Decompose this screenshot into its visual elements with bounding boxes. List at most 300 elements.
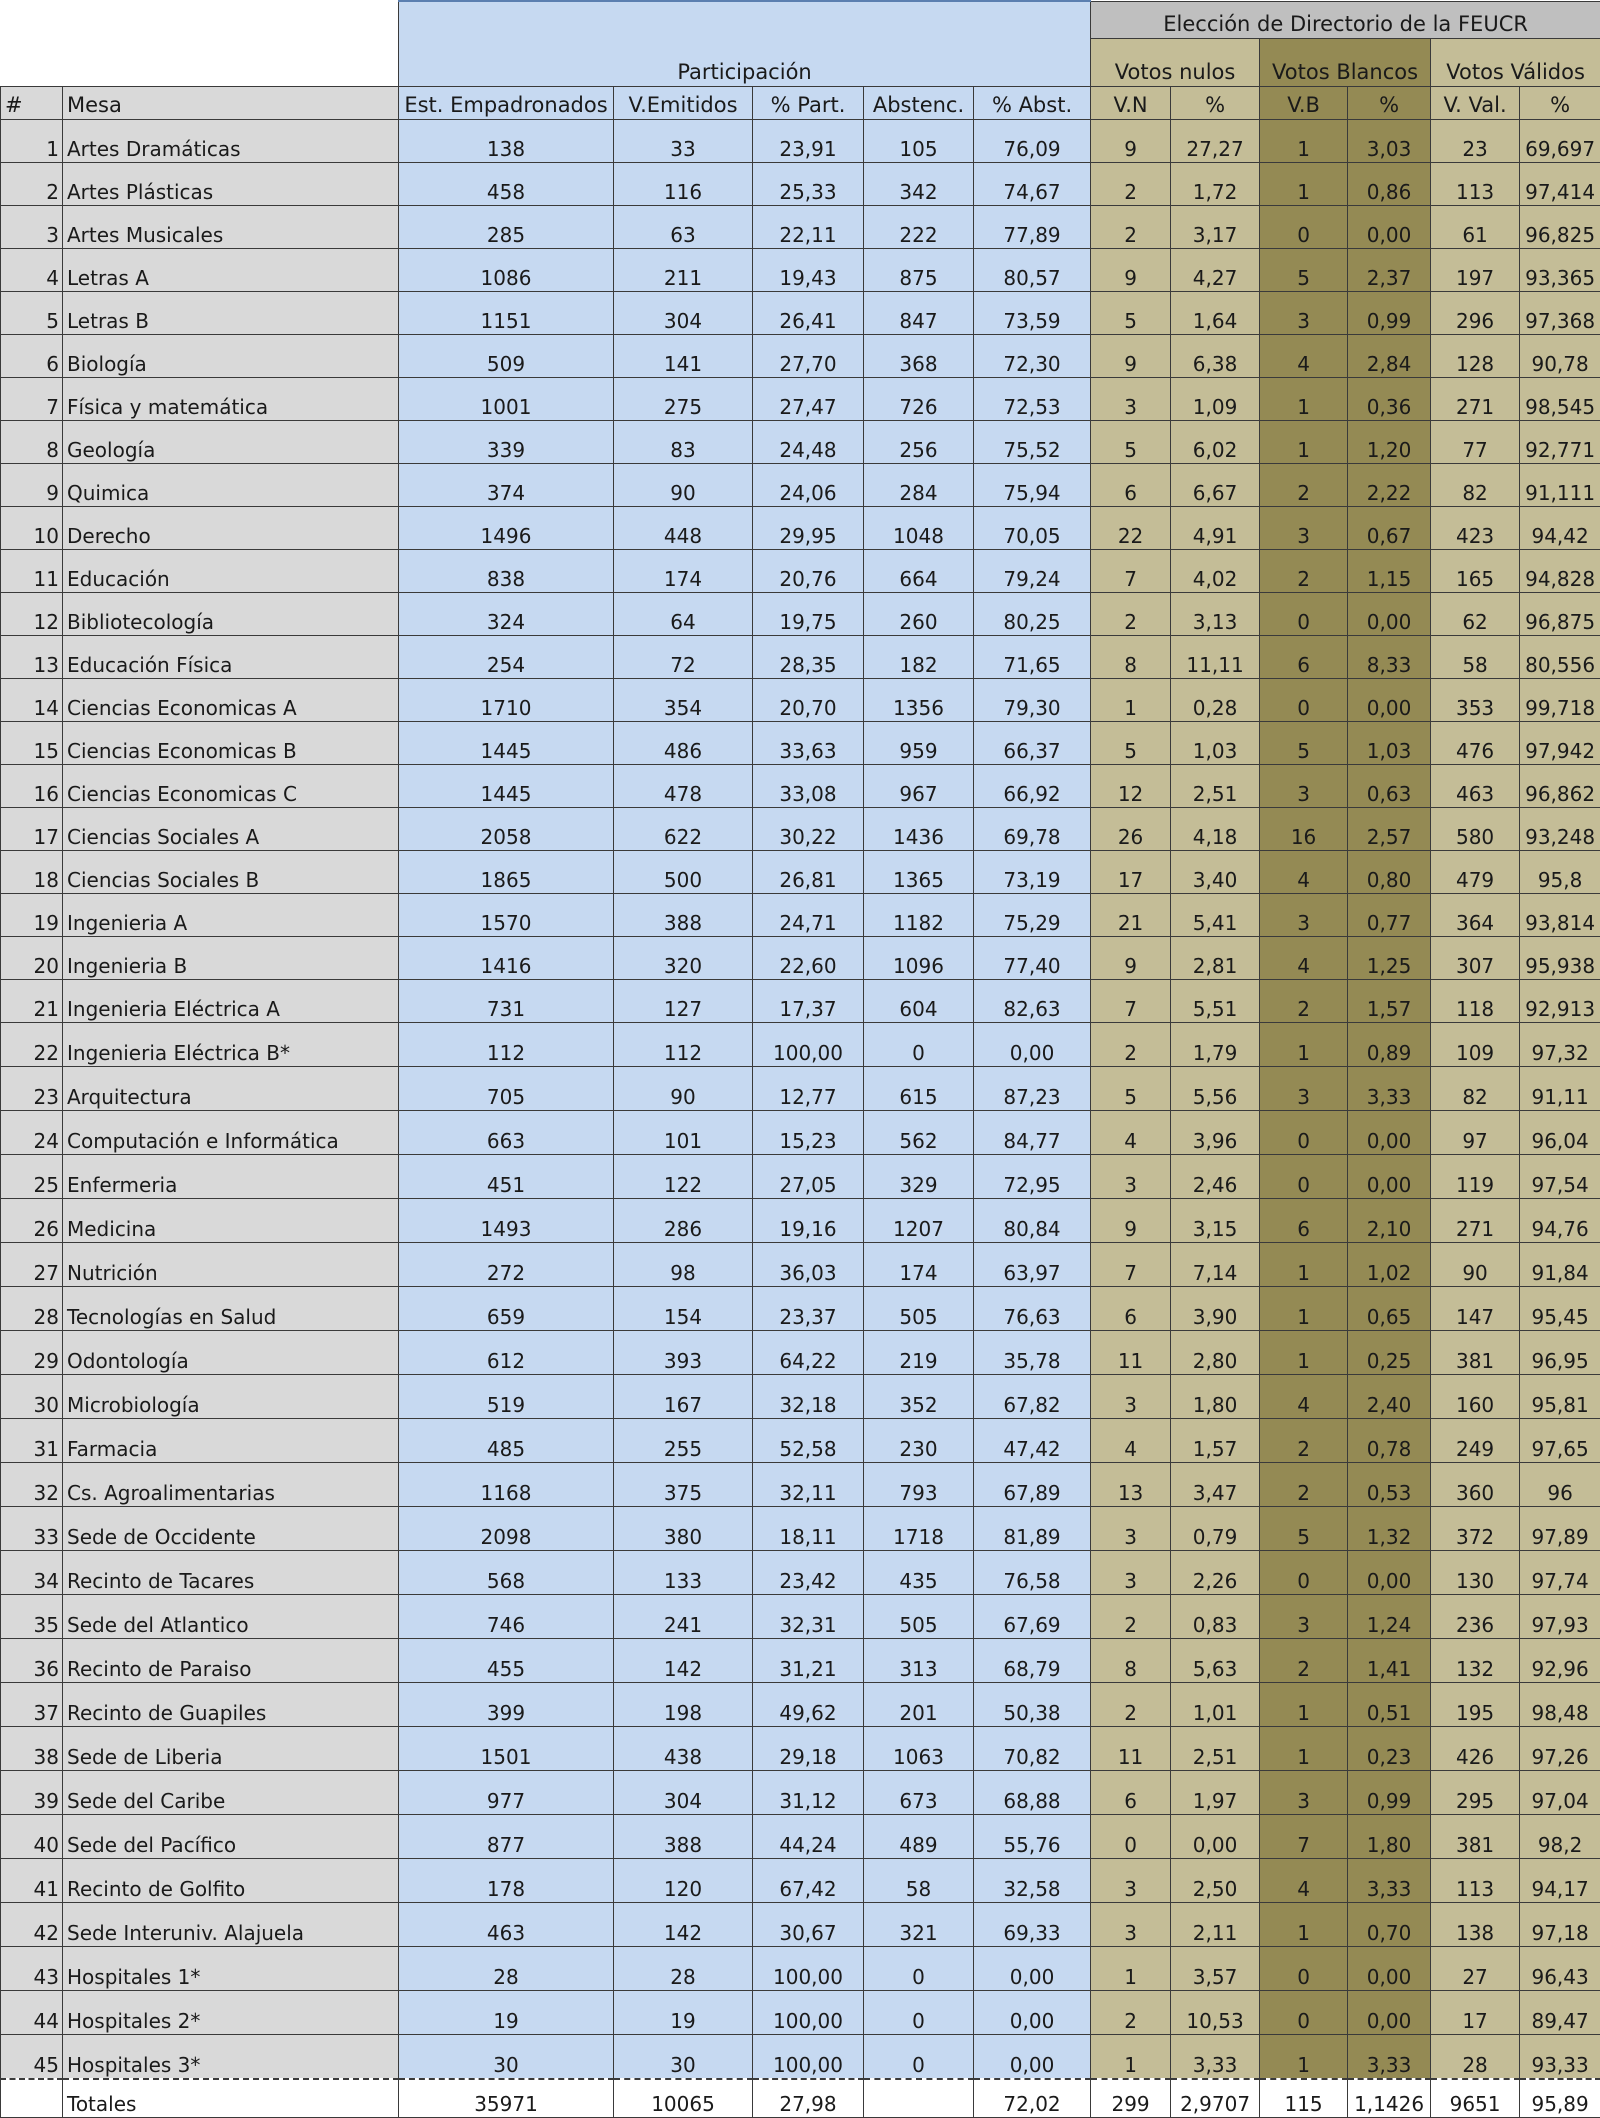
row-number-cell[interactable]: 36 <box>1 1638 63 1682</box>
mesa-name-cell[interactable]: Sede Interuniv. Alajuela <box>63 1902 399 1946</box>
abstencion-cell[interactable]: 260 <box>864 592 974 635</box>
abstencion-pct-cell[interactable]: 87,23 <box>974 1066 1091 1110</box>
blancos-cell[interactable]: 7 <box>1260 1814 1348 1858</box>
emitidos-cell[interactable]: 133 <box>614 1550 753 1594</box>
nulos-cell[interactable]: 13 <box>1091 1462 1171 1506</box>
blancos-cell[interactable]: 1 <box>1260 1902 1348 1946</box>
validos-cell[interactable]: 27 <box>1431 1946 1520 1990</box>
nulos-pct-cell[interactable]: 6,38 <box>1171 334 1260 377</box>
row-number-cell[interactable]: 6 <box>1 334 63 377</box>
row-number-cell[interactable]: 41 <box>1 1858 63 1902</box>
nulos-cell[interactable]: 8 <box>1091 1638 1171 1682</box>
nulos-pct-cell[interactable]: 1,80 <box>1171 1374 1260 1418</box>
participacion-pct-cell[interactable]: 20,70 <box>753 678 864 721</box>
mesa-name-cell[interactable]: Artes Musicales <box>63 205 399 248</box>
blancos-pct-cell[interactable]: 0,36 <box>1348 377 1431 420</box>
nulos-pct-cell[interactable]: 2,80 <box>1171 1330 1260 1374</box>
mesa-name-cell[interactable]: Artes Plásticas <box>63 162 399 205</box>
empadronados-cell[interactable]: 1001 <box>399 377 614 420</box>
mesa-name-cell[interactable]: Ingenieria A <box>63 893 399 936</box>
participacion-pct-cell[interactable]: 27,05 <box>753 1154 864 1198</box>
nulos-cell[interactable]: 1 <box>1091 2034 1171 2079</box>
nulos-pct-cell[interactable]: 1,09 <box>1171 377 1260 420</box>
participacion-pct-cell[interactable]: 20,76 <box>753 549 864 592</box>
empadronados-cell[interactable]: 1416 <box>399 936 614 979</box>
validos-pct-cell[interactable]: 91,11 <box>1520 1066 1600 1110</box>
abstencion-pct-cell[interactable]: 84,77 <box>974 1110 1091 1154</box>
nulos-pct-cell[interactable]: 3,47 <box>1171 1462 1260 1506</box>
abstencion-cell[interactable]: 1207 <box>864 1198 974 1242</box>
empadronados-cell[interactable]: 458 <box>399 162 614 205</box>
validos-cell[interactable]: 82 <box>1431 1066 1520 1110</box>
validos-cell[interactable]: 296 <box>1431 291 1520 334</box>
nulos-cell[interactable]: 5 <box>1091 721 1171 764</box>
nulos-pct-cell[interactable]: 1,03 <box>1171 721 1260 764</box>
blancos-cell[interactable]: 3 <box>1260 506 1348 549</box>
validos-pct-cell[interactable]: 96,875 <box>1520 592 1600 635</box>
totals-abstencion-cell[interactable] <box>864 2079 974 2118</box>
validos-cell[interactable]: 90 <box>1431 1242 1520 1286</box>
blancos-pct-cell[interactable]: 1,57 <box>1348 979 1431 1022</box>
abstencion-pct-cell[interactable]: 76,63 <box>974 1286 1091 1330</box>
validos-cell[interactable]: 360 <box>1431 1462 1520 1506</box>
nulos-cell[interactable]: 7 <box>1091 979 1171 1022</box>
abstencion-pct-cell[interactable]: 76,58 <box>974 1550 1091 1594</box>
abstencion-cell[interactable]: 847 <box>864 291 974 334</box>
row-number-cell[interactable]: 39 <box>1 1770 63 1814</box>
blancos-cell[interactable]: 5 <box>1260 721 1348 764</box>
validos-pct-cell[interactable]: 97,942 <box>1520 721 1600 764</box>
empadronados-cell[interactable]: 485 <box>399 1418 614 1462</box>
empadronados-cell[interactable]: 568 <box>399 1550 614 1594</box>
validos-pct-cell[interactable]: 69,697 <box>1520 119 1600 162</box>
abstencion-cell[interactable]: 604 <box>864 979 974 1022</box>
nulos-cell[interactable]: 3 <box>1091 1506 1171 1550</box>
totals-participacion-pct-cell[interactable]: 27,98 <box>753 2079 864 2118</box>
validos-cell[interactable]: 147 <box>1431 1286 1520 1330</box>
validos-pct-cell[interactable]: 98,48 <box>1520 1682 1600 1726</box>
emitidos-cell[interactable]: 275 <box>614 377 753 420</box>
empadronados-cell[interactable]: 28 <box>399 1946 614 1990</box>
abstencion-cell[interactable]: 875 <box>864 248 974 291</box>
row-number-cell[interactable]: 4 <box>1 248 63 291</box>
blancos-pct-cell[interactable]: 0,00 <box>1348 1550 1431 1594</box>
nulos-pct-cell[interactable]: 5,56 <box>1171 1066 1260 1110</box>
row-number-cell[interactable]: 3 <box>1 205 63 248</box>
nulos-cell[interactable]: 9 <box>1091 248 1171 291</box>
mesa-name-cell[interactable]: Ciencias Sociales A <box>63 807 399 850</box>
emitidos-cell[interactable]: 142 <box>614 1902 753 1946</box>
abstencion-pct-cell[interactable]: 68,79 <box>974 1638 1091 1682</box>
validos-pct-cell[interactable]: 89,47 <box>1520 1990 1600 2034</box>
nulos-cell[interactable]: 2 <box>1091 592 1171 635</box>
emitidos-cell[interactable]: 241 <box>614 1594 753 1638</box>
nulos-cell[interactable]: 2 <box>1091 1990 1171 2034</box>
participacion-pct-cell[interactable]: 31,21 <box>753 1638 864 1682</box>
blancos-pct-cell[interactable]: 0,89 <box>1348 1022 1431 1066</box>
nulos-pct-cell[interactable]: 0,79 <box>1171 1506 1260 1550</box>
abstencion-pct-cell[interactable]: 69,78 <box>974 807 1091 850</box>
row-number-cell[interactable]: 9 <box>1 463 63 506</box>
mesa-name-cell[interactable]: Recinto de Tacares <box>63 1550 399 1594</box>
nulos-cell[interactable]: 1 <box>1091 678 1171 721</box>
empadronados-cell[interactable]: 1086 <box>399 248 614 291</box>
nulos-cell[interactable]: 1 <box>1091 1946 1171 1990</box>
row-number-cell[interactable]: 27 <box>1 1242 63 1286</box>
emitidos-cell[interactable]: 486 <box>614 721 753 764</box>
empadronados-cell[interactable]: 254 <box>399 635 614 678</box>
blancos-cell[interactable]: 0 <box>1260 1154 1348 1198</box>
abstencion-pct-cell[interactable]: 68,88 <box>974 1770 1091 1814</box>
validos-pct-cell[interactable]: 92,913 <box>1520 979 1600 1022</box>
nulos-pct-cell[interactable]: 3,15 <box>1171 1198 1260 1242</box>
emitidos-cell[interactable]: 198 <box>614 1682 753 1726</box>
row-number-cell[interactable]: 44 <box>1 1990 63 2034</box>
blancos-pct-cell[interactable]: 0,00 <box>1348 205 1431 248</box>
row-number-cell[interactable]: 24 <box>1 1110 63 1154</box>
abstencion-cell[interactable]: 1182 <box>864 893 974 936</box>
blancos-cell[interactable]: 3 <box>1260 1770 1348 1814</box>
validos-pct-cell[interactable]: 96,862 <box>1520 764 1600 807</box>
blancos-cell[interactable]: 2 <box>1260 979 1348 1022</box>
totals-nulos-cell[interactable]: 299 <box>1091 2079 1171 2118</box>
emitidos-cell[interactable]: 167 <box>614 1374 753 1418</box>
validos-cell[interactable]: 195 <box>1431 1682 1520 1726</box>
abstencion-cell[interactable]: 256 <box>864 420 974 463</box>
nulos-cell[interactable]: 3 <box>1091 1154 1171 1198</box>
validos-pct-cell[interactable]: 96 <box>1520 1462 1600 1506</box>
abstencion-cell[interactable]: 0 <box>864 1990 974 2034</box>
mesa-name-cell[interactable]: Ciencias Economicas C <box>63 764 399 807</box>
participacion-pct-cell[interactable]: 24,48 <box>753 420 864 463</box>
validos-pct-cell[interactable]: 95,45 <box>1520 1286 1600 1330</box>
mesa-name-cell[interactable]: Sede de Occidente <box>63 1506 399 1550</box>
validos-pct-cell[interactable]: 93,33 <box>1520 2034 1600 2079</box>
nulos-pct-cell[interactable]: 1,57 <box>1171 1418 1260 1462</box>
totals-abstencion-pct-cell[interactable]: 72,02 <box>974 2079 1091 2118</box>
emitidos-cell[interactable]: 388 <box>614 893 753 936</box>
abstencion-cell[interactable]: 0 <box>864 1946 974 1990</box>
empadronados-cell[interactable]: 374 <box>399 463 614 506</box>
row-number-cell[interactable]: 35 <box>1 1594 63 1638</box>
abstencion-pct-cell[interactable]: 71,65 <box>974 635 1091 678</box>
validos-pct-cell[interactable]: 97,89 <box>1520 1506 1600 1550</box>
validos-cell[interactable]: 61 <box>1431 205 1520 248</box>
abstencion-pct-cell[interactable]: 0,00 <box>974 2034 1091 2079</box>
validos-pct-cell[interactable]: 97,93 <box>1520 1594 1600 1638</box>
participacion-pct-cell[interactable]: 19,43 <box>753 248 864 291</box>
abstencion-pct-cell[interactable]: 79,24 <box>974 549 1091 592</box>
emitidos-cell[interactable]: 98 <box>614 1242 753 1286</box>
row-number-cell[interactable]: 31 <box>1 1418 63 1462</box>
row-number-cell[interactable]: 25 <box>1 1154 63 1198</box>
nulos-pct-cell[interactable]: 3,40 <box>1171 850 1260 893</box>
nulos-pct-cell[interactable]: 3,17 <box>1171 205 1260 248</box>
abstencion-cell[interactable]: 1436 <box>864 807 974 850</box>
empadronados-cell[interactable]: 1168 <box>399 1462 614 1506</box>
abstencion-cell[interactable]: 58 <box>864 1858 974 1902</box>
validos-cell[interactable]: 307 <box>1431 936 1520 979</box>
abstencion-pct-cell[interactable]: 80,84 <box>974 1198 1091 1242</box>
empadronados-cell[interactable]: 877 <box>399 1814 614 1858</box>
blancos-pct-cell[interactable]: 2,57 <box>1348 807 1431 850</box>
blancos-cell[interactable]: 6 <box>1260 635 1348 678</box>
validos-cell[interactable]: 381 <box>1431 1330 1520 1374</box>
emitidos-cell[interactable]: 320 <box>614 936 753 979</box>
empadronados-cell[interactable]: 1151 <box>399 291 614 334</box>
participacion-pct-cell[interactable]: 25,33 <box>753 162 864 205</box>
abstencion-cell[interactable]: 0 <box>864 1022 974 1066</box>
blancos-pct-cell[interactable]: 0,78 <box>1348 1418 1431 1462</box>
blancos-cell[interactable]: 4 <box>1260 936 1348 979</box>
participacion-pct-cell[interactable]: 32,11 <box>753 1462 864 1506</box>
nulos-cell[interactable]: 9 <box>1091 936 1171 979</box>
validos-pct-cell[interactable]: 93,365 <box>1520 248 1600 291</box>
mesa-name-cell[interactable]: Letras B <box>63 291 399 334</box>
blancos-pct-cell[interactable]: 0,67 <box>1348 506 1431 549</box>
abstencion-pct-cell[interactable]: 75,94 <box>974 463 1091 506</box>
emitidos-cell[interactable]: 83 <box>614 420 753 463</box>
row-number-cell[interactable]: 30 <box>1 1374 63 1418</box>
row-number-cell[interactable]: 7 <box>1 377 63 420</box>
abstencion-pct-cell[interactable]: 70,05 <box>974 506 1091 549</box>
nulos-pct-cell[interactable]: 11,11 <box>1171 635 1260 678</box>
validos-cell[interactable]: 130 <box>1431 1550 1520 1594</box>
blancos-cell[interactable]: 1 <box>1260 1726 1348 1770</box>
nulos-pct-cell[interactable]: 6,67 <box>1171 463 1260 506</box>
blancos-pct-cell[interactable]: 0,00 <box>1348 1990 1431 2034</box>
emitidos-cell[interactable]: 116 <box>614 162 753 205</box>
blancos-cell[interactable]: 0 <box>1260 1110 1348 1154</box>
nulos-pct-cell[interactable]: 2,11 <box>1171 1902 1260 1946</box>
emitidos-cell[interactable]: 380 <box>614 1506 753 1550</box>
mesa-name-cell[interactable]: Sede del Atlantico <box>63 1594 399 1638</box>
validos-cell[interactable]: 62 <box>1431 592 1520 635</box>
mesa-name-cell[interactable]: Enfermeria <box>63 1154 399 1198</box>
empadronados-cell[interactable]: 455 <box>399 1638 614 1682</box>
row-number-cell[interactable]: 15 <box>1 721 63 764</box>
blancos-pct-cell[interactable]: 0,63 <box>1348 764 1431 807</box>
nulos-pct-cell[interactable]: 6,02 <box>1171 420 1260 463</box>
blancos-cell[interactable]: 2 <box>1260 463 1348 506</box>
validos-cell[interactable]: 271 <box>1431 377 1520 420</box>
blancos-cell[interactable]: 1 <box>1260 2034 1348 2079</box>
abstencion-pct-cell[interactable]: 47,42 <box>974 1418 1091 1462</box>
validos-pct-cell[interactable]: 97,26 <box>1520 1726 1600 1770</box>
validos-pct-cell[interactable]: 95,81 <box>1520 1374 1600 1418</box>
totals-blancos-pct-cell[interactable]: 1,1426 <box>1348 2079 1431 2118</box>
validos-cell[interactable]: 426 <box>1431 1726 1520 1770</box>
empadronados-cell[interactable]: 324 <box>399 592 614 635</box>
empadronados-cell[interactable]: 1496 <box>399 506 614 549</box>
participacion-pct-cell[interactable]: 18,11 <box>753 1506 864 1550</box>
abstencion-pct-cell[interactable]: 80,25 <box>974 592 1091 635</box>
participacion-pct-cell[interactable]: 12,77 <box>753 1066 864 1110</box>
totals-row-number-cell[interactable] <box>1 2079 63 2118</box>
validos-cell[interactable]: 28 <box>1431 2034 1520 2079</box>
blancos-pct-cell[interactable]: 2,40 <box>1348 1374 1431 1418</box>
participacion-pct-cell[interactable]: 19,75 <box>753 592 864 635</box>
mesa-name-cell[interactable]: Educación Física <box>63 635 399 678</box>
blancos-cell[interactable]: 3 <box>1260 1066 1348 1110</box>
abstencion-cell[interactable]: 793 <box>864 1462 974 1506</box>
validos-pct-cell[interactable]: 97,74 <box>1520 1550 1600 1594</box>
abstencion-cell[interactable]: 1096 <box>864 936 974 979</box>
nulos-pct-cell[interactable]: 1,64 <box>1171 291 1260 334</box>
blancos-cell[interactable]: 0 <box>1260 678 1348 721</box>
validos-cell[interactable]: 580 <box>1431 807 1520 850</box>
blancos-cell[interactable]: 1 <box>1260 1286 1348 1330</box>
nulos-pct-cell[interactable]: 5,41 <box>1171 893 1260 936</box>
participacion-pct-cell[interactable]: 30,22 <box>753 807 864 850</box>
participacion-pct-cell[interactable]: 49,62 <box>753 1682 864 1726</box>
abstencion-pct-cell[interactable]: 77,40 <box>974 936 1091 979</box>
mesa-name-cell[interactable]: Ciencias Economicas A <box>63 678 399 721</box>
participacion-pct-cell[interactable]: 64,22 <box>753 1330 864 1374</box>
nulos-pct-cell[interactable]: 3,33 <box>1171 2034 1260 2079</box>
row-number-cell[interactable]: 23 <box>1 1066 63 1110</box>
mesa-name-cell[interactable]: Ciencias Economicas B <box>63 721 399 764</box>
emitidos-cell[interactable]: 64 <box>614 592 753 635</box>
abstencion-pct-cell[interactable]: 67,82 <box>974 1374 1091 1418</box>
participacion-pct-cell[interactable]: 23,42 <box>753 1550 864 1594</box>
blancos-pct-cell[interactable]: 3,33 <box>1348 1066 1431 1110</box>
blancos-cell[interactable]: 5 <box>1260 248 1348 291</box>
nulos-pct-cell[interactable]: 5,51 <box>1171 979 1260 1022</box>
validos-cell[interactable]: 77 <box>1431 420 1520 463</box>
validos-pct-cell[interactable]: 97,32 <box>1520 1022 1600 1066</box>
totals-empadronados-cell[interactable]: 35971 <box>399 2079 614 2118</box>
mesa-name-cell[interactable]: Computación e Informática <box>63 1110 399 1154</box>
emitidos-cell[interactable]: 211 <box>614 248 753 291</box>
participacion-pct-cell[interactable]: 26,41 <box>753 291 864 334</box>
nulos-pct-cell[interactable]: 1,72 <box>1171 162 1260 205</box>
abstencion-pct-cell[interactable]: 72,53 <box>974 377 1091 420</box>
mesa-name-cell[interactable]: Bibliotecología <box>63 592 399 635</box>
row-number-cell[interactable]: 5 <box>1 291 63 334</box>
empadronados-cell[interactable]: 1710 <box>399 678 614 721</box>
blancos-pct-cell[interactable]: 1,03 <box>1348 721 1431 764</box>
validos-cell[interactable]: 160 <box>1431 1374 1520 1418</box>
abstencion-pct-cell[interactable]: 80,57 <box>974 248 1091 291</box>
empadronados-cell[interactable]: 463 <box>399 1902 614 1946</box>
validos-cell[interactable]: 128 <box>1431 334 1520 377</box>
mesa-name-cell[interactable]: Biología <box>63 334 399 377</box>
blancos-pct-cell[interactable]: 0,70 <box>1348 1902 1431 1946</box>
validos-pct-cell[interactable]: 95,8 <box>1520 850 1600 893</box>
nulos-cell[interactable]: 9 <box>1091 1198 1171 1242</box>
blancos-cell[interactable]: 1 <box>1260 377 1348 420</box>
abstencion-cell[interactable]: 230 <box>864 1418 974 1462</box>
validos-pct-cell[interactable]: 94,17 <box>1520 1858 1600 1902</box>
blancos-cell[interactable]: 4 <box>1260 334 1348 377</box>
mesa-name-cell[interactable]: Medicina <box>63 1198 399 1242</box>
row-number-cell[interactable]: 33 <box>1 1506 63 1550</box>
validos-pct-cell[interactable]: 90,78 <box>1520 334 1600 377</box>
row-number-cell[interactable]: 42 <box>1 1902 63 1946</box>
nulos-cell[interactable]: 2 <box>1091 1594 1171 1638</box>
abstencion-pct-cell[interactable]: 75,52 <box>974 420 1091 463</box>
emitidos-cell[interactable]: 28 <box>614 1946 753 1990</box>
blancos-cell[interactable]: 2 <box>1260 1638 1348 1682</box>
nulos-pct-cell[interactable]: 3,13 <box>1171 592 1260 635</box>
nulos-cell[interactable]: 5 <box>1091 291 1171 334</box>
emitidos-cell[interactable]: 90 <box>614 1066 753 1110</box>
emitidos-cell[interactable]: 478 <box>614 764 753 807</box>
row-number-cell[interactable]: 45 <box>1 2034 63 2079</box>
mesa-name-cell[interactable]: Derecho <box>63 506 399 549</box>
row-number-cell[interactable]: 40 <box>1 1814 63 1858</box>
participacion-pct-cell[interactable]: 22,11 <box>753 205 864 248</box>
row-number-cell[interactable]: 28 <box>1 1286 63 1330</box>
nulos-pct-cell[interactable]: 4,02 <box>1171 549 1260 592</box>
emitidos-cell[interactable]: 438 <box>614 1726 753 1770</box>
blancos-cell[interactable]: 0 <box>1260 1550 1348 1594</box>
nulos-pct-cell[interactable]: 3,57 <box>1171 1946 1260 1990</box>
row-number-cell[interactable]: 18 <box>1 850 63 893</box>
empadronados-cell[interactable]: 659 <box>399 1286 614 1330</box>
abstencion-pct-cell[interactable]: 66,92 <box>974 764 1091 807</box>
blancos-pct-cell[interactable]: 2,22 <box>1348 463 1431 506</box>
row-number-cell[interactable]: 32 <box>1 1462 63 1506</box>
nulos-pct-cell[interactable]: 1,79 <box>1171 1022 1260 1066</box>
blancos-pct-cell[interactable]: 1,20 <box>1348 420 1431 463</box>
row-number-cell[interactable]: 8 <box>1 420 63 463</box>
blancos-pct-cell[interactable]: 1,80 <box>1348 1814 1431 1858</box>
validos-cell[interactable]: 381 <box>1431 1814 1520 1858</box>
nulos-cell[interactable]: 6 <box>1091 1770 1171 1814</box>
mesa-name-cell[interactable]: Nutrición <box>63 1242 399 1286</box>
validos-cell[interactable]: 236 <box>1431 1594 1520 1638</box>
row-number-cell[interactable]: 34 <box>1 1550 63 1594</box>
nulos-pct-cell[interactable]: 2,26 <box>1171 1550 1260 1594</box>
blancos-pct-cell[interactable]: 3,03 <box>1348 119 1431 162</box>
empadronados-cell[interactable]: 663 <box>399 1110 614 1154</box>
nulos-cell[interactable]: 3 <box>1091 1902 1171 1946</box>
blancos-pct-cell[interactable]: 0,00 <box>1348 678 1431 721</box>
nulos-pct-cell[interactable]: 0,28 <box>1171 678 1260 721</box>
blancos-pct-cell[interactable]: 2,10 <box>1348 1198 1431 1242</box>
nulos-cell[interactable]: 21 <box>1091 893 1171 936</box>
validos-pct-cell[interactable]: 94,42 <box>1520 506 1600 549</box>
participacion-pct-cell[interactable]: 36,03 <box>753 1242 864 1286</box>
abstencion-cell[interactable]: 342 <box>864 162 974 205</box>
mesa-name-cell[interactable]: Hospitales 3* <box>63 2034 399 2079</box>
blancos-pct-cell[interactable]: 3,33 <box>1348 1858 1431 1902</box>
nulos-cell[interactable]: 3 <box>1091 1858 1171 1902</box>
nulos-cell[interactable]: 7 <box>1091 1242 1171 1286</box>
validos-pct-cell[interactable]: 93,814 <box>1520 893 1600 936</box>
emitidos-cell[interactable]: 33 <box>614 119 753 162</box>
nulos-pct-cell[interactable]: 2,50 <box>1171 1858 1260 1902</box>
blancos-cell[interactable]: 1 <box>1260 119 1348 162</box>
nulos-cell[interactable]: 2 <box>1091 162 1171 205</box>
emitidos-cell[interactable]: 142 <box>614 1638 753 1682</box>
participacion-pct-cell[interactable]: 19,16 <box>753 1198 864 1242</box>
validos-pct-cell[interactable]: 96,43 <box>1520 1946 1600 1990</box>
validos-pct-cell[interactable]: 98,545 <box>1520 377 1600 420</box>
validos-pct-cell[interactable]: 97,65 <box>1520 1418 1600 1462</box>
nulos-pct-cell[interactable]: 1,97 <box>1171 1770 1260 1814</box>
participacion-pct-cell[interactable]: 30,67 <box>753 1902 864 1946</box>
blancos-pct-cell[interactable]: 8,33 <box>1348 635 1431 678</box>
empadronados-cell[interactable]: 138 <box>399 119 614 162</box>
blancos-cell[interactable]: 1 <box>1260 1682 1348 1726</box>
abstencion-cell[interactable]: 313 <box>864 1638 974 1682</box>
empadronados-cell[interactable]: 30 <box>399 2034 614 2079</box>
validos-cell[interactable]: 119 <box>1431 1154 1520 1198</box>
nulos-pct-cell[interactable]: 3,90 <box>1171 1286 1260 1330</box>
